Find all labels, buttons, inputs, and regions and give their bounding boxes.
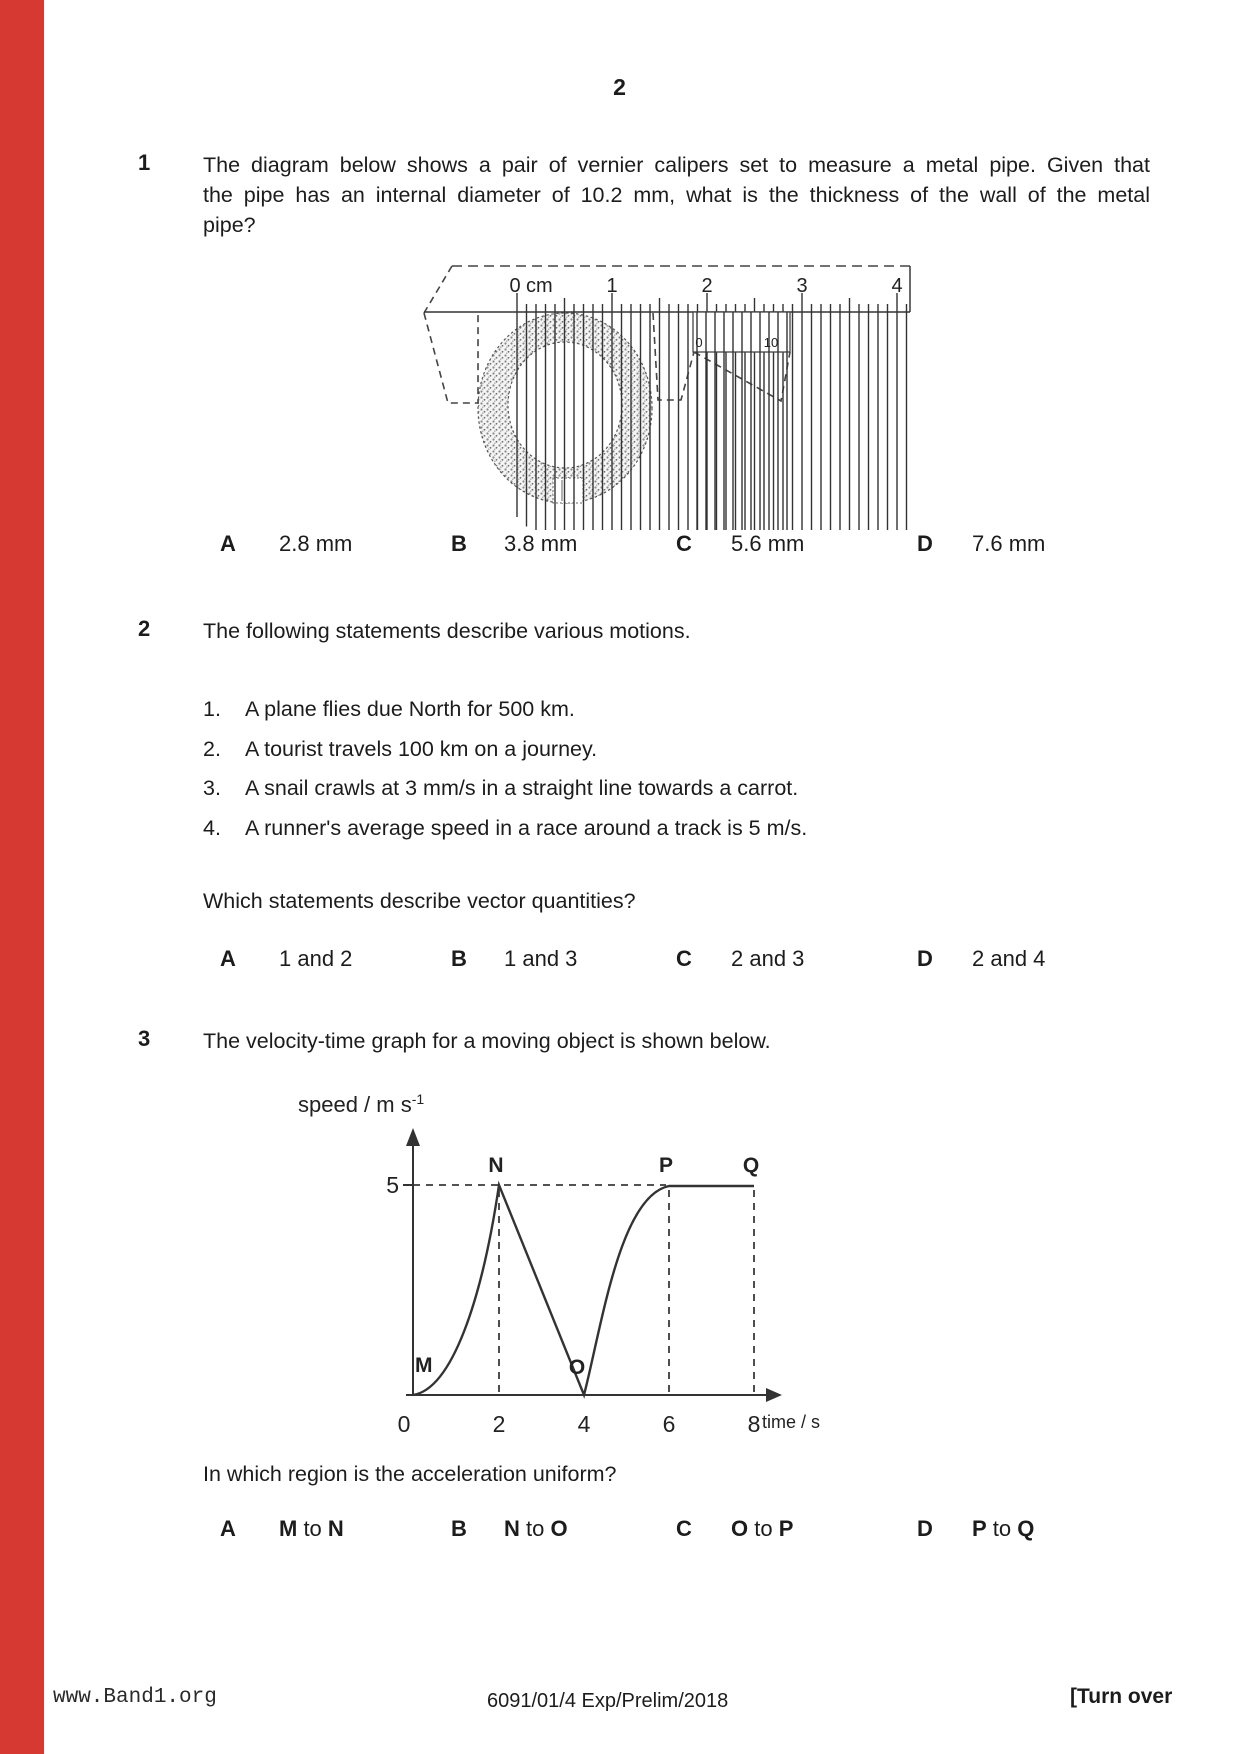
watermark: www.Band1.org (53, 1686, 217, 1709)
q1-text-line: pipe? (203, 213, 256, 237)
scale-label-1: 1 (606, 275, 618, 297)
q2-options-row (0, 946, 1239, 976)
q2-item-text: A snail crawls at 3 mm/s in a straight line towards a carrot. (245, 776, 799, 800)
option-value: M to N (279, 1516, 344, 1541)
y-axis-arrow (406, 1128, 420, 1146)
option-letter: D (917, 531, 933, 556)
x-axis-arrow (766, 1388, 782, 1402)
option-value: 5.6 mm (731, 531, 805, 556)
pipe-bottom-notch (553, 478, 583, 503)
q2-item-num: 1. (203, 697, 221, 721)
q2-item-text: A tourist travels 100 km on a journey. (245, 737, 598, 761)
option-value: 7.6 mm (972, 531, 1046, 556)
q3-question: In which region is the acceleration uniform? (203, 1462, 617, 1486)
option-letter: B (451, 531, 467, 556)
q2-number: 2 (138, 616, 151, 641)
option-letter: C (676, 1516, 692, 1541)
y-axis-label: speed / m $s^{-1}$ (298, 1091, 425, 1117)
scale-label-3: 3 (796, 275, 808, 297)
option-value: N to O (504, 1516, 568, 1541)
option-value: 3.8 mm (504, 531, 578, 556)
caliper-diagram (400, 240, 940, 530)
q3-intro: The velocity-time graph for a moving object is shown below. (203, 1029, 771, 1053)
svg-text:6: 6 (662, 1411, 676, 1437)
q3-number: 3 (138, 1026, 151, 1051)
scale-label-4: 4 (891, 275, 903, 297)
label-O: O (568, 1356, 586, 1379)
option-letter: A (220, 531, 236, 556)
q3-options-row (0, 1516, 1239, 1546)
x-tick-labels (398, 1411, 761, 1437)
x-axis-label: time / s (762, 1412, 821, 1432)
q2-intro: The following statements describe various motions. (203, 619, 691, 643)
option-letter: A (220, 946, 236, 971)
option-value: 2 and 4 (972, 946, 1046, 971)
q2-item-num: 2. (203, 737, 221, 761)
option-letter: C (676, 531, 692, 556)
svg-text:8: 8 (747, 1411, 761, 1437)
left-jaw (424, 313, 478, 403)
option-value: O to P (731, 1516, 794, 1541)
q1-options-row (0, 531, 1239, 561)
footer-turn-over: [Turn over (1070, 1685, 1173, 1708)
velocity-time-graph (230, 1080, 850, 1450)
page-number: 2 (613, 74, 626, 100)
q2-item-num: 3. (203, 776, 221, 800)
option-value: P to Q (972, 1516, 1035, 1541)
q2-item-num: 4. (203, 816, 221, 840)
q1-text-line: The diagram below shows a pair of vernier calipers set to measure a metal pipe. Given that (203, 153, 1150, 177)
q1-number: 1 (138, 150, 151, 175)
option-letter: B (451, 946, 467, 971)
option-value: 1 and 2 (279, 946, 353, 971)
option-value: 2.8 mm (279, 531, 353, 556)
vernier-label-10: 10 (763, 335, 779, 350)
svg-text:4: 4 (577, 1411, 591, 1437)
scale-label-2: 2 (701, 275, 713, 297)
footer-paper-code: 6091/01/4 Exp/Prelim/2018 (487, 1690, 729, 1712)
q2-item-text: A plane flies due North for 500 km. (245, 697, 575, 721)
label-M: M (415, 1354, 433, 1377)
label-P: P (658, 1154, 674, 1177)
q1-text-line: the pipe has an internal diameter of 10.2 mm, what is the thickness of the wall of the metal (203, 183, 1150, 207)
option-letter: A (220, 1516, 236, 1541)
axes (403, 1142, 770, 1395)
svg-text:2: 2 (492, 1411, 506, 1437)
left-accent-bar (0, 0, 44, 1754)
option-letter: C (676, 946, 692, 971)
scale-label-0: 0 (509, 275, 521, 297)
option-letter: D (917, 1516, 933, 1541)
q2-item-text: A runner's average speed in a race around a track is 5 m/s. (245, 816, 808, 840)
vernier-label-0: 0 (695, 335, 703, 350)
svg-text:0: 0 (397, 1411, 411, 1437)
q2-question: Which statements describe vector quantities? (203, 889, 636, 913)
option-letter: B (451, 1516, 467, 1541)
point-labels (415, 1154, 759, 1379)
option-value: 1 and 3 (504, 946, 578, 971)
label-N: N (488, 1154, 504, 1177)
scale-unit-label: cm (526, 275, 553, 297)
option-value: 2 and 3 (731, 946, 805, 971)
label-Q: Q (742, 1154, 760, 1177)
y-tick-5: 5 (386, 1172, 399, 1198)
main-scale-labels (509, 275, 902, 297)
option-letter: D (917, 946, 933, 971)
